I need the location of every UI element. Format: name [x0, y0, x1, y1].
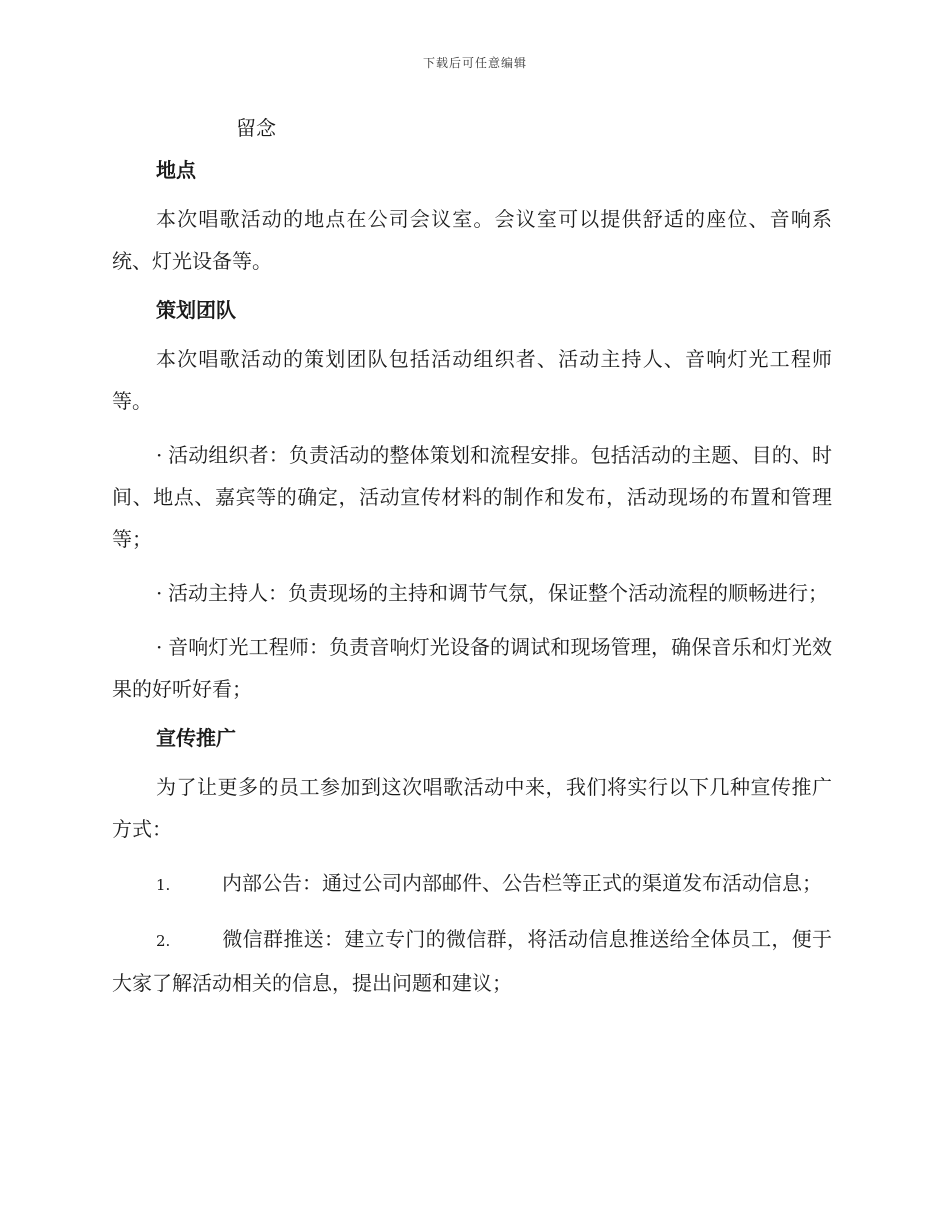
bullet-icon: · [156, 581, 163, 605]
list-number: 1. [156, 876, 171, 894]
bullet-icon: · [156, 635, 163, 659]
section-heading-location: 地点 [156, 158, 196, 182]
list-item [112, 626, 832, 710]
location-paragraph: 本次唱歌活动的地点在公司会议室。会议室可以提供舒适的座位、音响系统、灯光设备等。 [112, 207, 832, 273]
section-heading-promotion: 宣传推广 [156, 726, 236, 750]
numbered-item [112, 918, 832, 1004]
numbered-text-announcement: 内部公告：通过公司内部邮件、公告栏等正式的渠道发布活动信息； [222, 871, 822, 895]
bullet-text-engineer: 音响灯光工程师：负责音响灯光设备的调试和现场管理，确保音乐和灯光效果的好听好看； [112, 635, 832, 701]
team-paragraph: 本次唱歌活动的策划团队包括活动组织者、活动主持人、音响灯光工程师等。 [112, 347, 832, 413]
section-heading-team: 策划团队 [156, 298, 236, 322]
numbered-text-wechat: 微信群推送：建立专门的微信群，将活动信息推送给全体员工，便于大家了解活动相关的信息，提出问题和建议； [112, 927, 832, 995]
document-body [112, 112, 832, 1016]
page-header: 下载后可任意编辑 [422, 56, 527, 70]
bullet-text-organizer: 活动组织者：负责活动的整体策划和流程安排。包括活动的主题、目的、时间、地点、嘉宾等的确定，活动宣传材料的制作和发布，活动现场的布置和管理等； [112, 443, 832, 551]
list-number: 2. [156, 932, 171, 950]
numbered-item [112, 862, 832, 906]
document-title: 留念 [236, 116, 276, 140]
list-item [112, 572, 832, 614]
list-item [112, 434, 832, 560]
promotion-paragraph: 为了让更多的员工参加到这次唱歌活动中来，我们将实行以下几种宣传推广方式： [112, 775, 832, 841]
bullet-icon: · [156, 443, 163, 467]
bullet-text-host: 活动主持人：负责现场的主持和调节气氛，保证整个活动流程的顺畅进行； [168, 581, 828, 605]
